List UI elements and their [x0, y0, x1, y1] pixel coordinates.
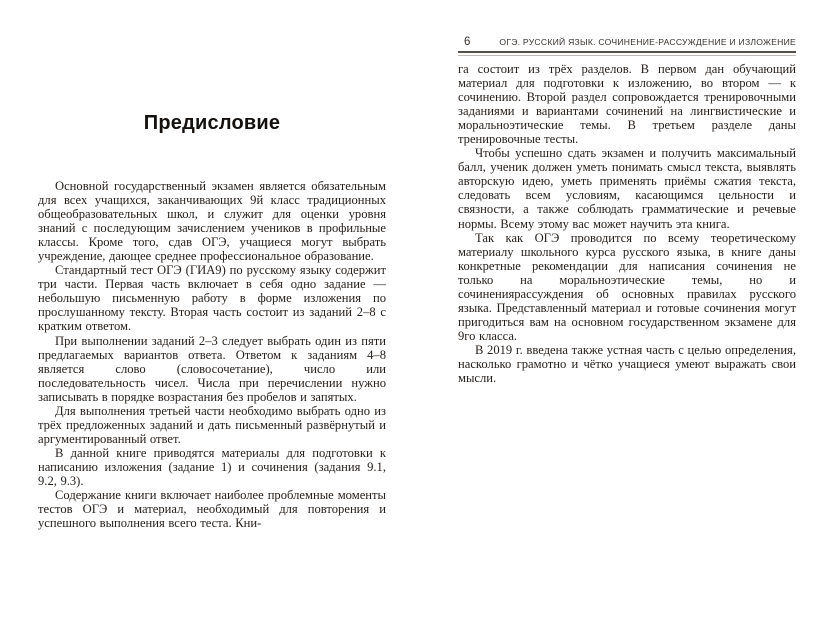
chapter-title: Предисловие [143, 112, 281, 134]
header-rule [458, 51, 796, 56]
page-number: 6 [464, 36, 471, 48]
right-page-body [458, 62, 796, 385]
paragraph: Так как ОГЭ проводится по всему теоретическому материалу школьного курса русского языка, в книге даны конкретные рекомендации для написания сочинения не только на моральноэтические темы, но и сочинениярассуждения об основных правилах русского языка. Представленный материал и готовые сочинения могут пригодиться вам на основном государственном экзамене для 9го класса. [458, 230, 796, 343]
paragraph: В данной книге приводятся материалы для подготовки к написанию изложения (задание 1) и сочинения (задания 9.1, 9.2, 9.3). [38, 445, 386, 488]
paragraph: Для выполнения третьей части необходимо выбрать одно из трёх предложенных заданий и дать письменный развёрнутый и аргументированный ответ. [38, 403, 386, 446]
running-header [458, 36, 796, 48]
running-title: ОГЭ. РУССКИЙ ЯЗЫК. СОЧИНЕНИЕ-РАССУЖДЕНИЕ И ИЗЛОЖЕНИЕ [499, 37, 796, 47]
paragraph: Содержание книги включает наиболее проблемные моменты тестов ОГЭ и материал, необходимый для повторения и успешного выполнения всего теста. Кни- [38, 488, 386, 531]
left-page [38, 112, 386, 530]
paragraph: При выполнении заданий 2–3 следует выбрать один из пяти предлагаемых вариантов ответа. Ответом к заданиям 4–8 является слово (словосочетание), число или последовательность чисел. Числа при перечислении нужно записывать в порядке возрастания без пробелов и запятых. [38, 333, 386, 404]
paragraph: В 2019 г. введена также устная часть с целью определения, насколько грамотно и чётко учащиеся умеют выражать свои мысли. [458, 342, 796, 386]
paragraph: Основной государственный экзамен является обязательным для всех учащихся, заканчивающих 9й класс традиционных общеобразовательных школ, и служит для оценки уровня знаний с последующим зачислением учеников в профильные классы. Кроме того, сдав ОГЭ, учащиеся могут выбрать учреждение, дающее среднее профессиональное образование. [38, 179, 386, 264]
paragraph-continuation: га состоит из трёх разделов. В первом дан обучающий материал для подготовки к изложению, во втором — к сочинению. Второй раздел сопровождается тренировочными заданиями и вариантами сочинений на лингвистические и моральноэтические темы. В третьем разделе даны тренировочные тесты. [458, 62, 796, 147]
paragraph: Стандартный тест ОГЭ (ГИА9) по русскому языку содержит три части. Первая часть включает в себя одно задание — небольшую письменную работу в форме изложения по прослушанному тексту. Вторая часть состоит из заданий 2–8 с кратким ответом. [38, 263, 386, 334]
paragraph: Чтобы успешно сдать экзамен и получить максимальный балл, ученик должен уметь понимать смысл текста, выявлять авторскую идею, уметь применять приёмы сжатия текста, следовать всем условиям, касающимся цельности и связности, а также соблюдать грамматические и речевые нормы. Всему этому вас может научить эта книга. [458, 146, 796, 231]
left-page-body [38, 179, 386, 530]
right-page [458, 36, 796, 385]
